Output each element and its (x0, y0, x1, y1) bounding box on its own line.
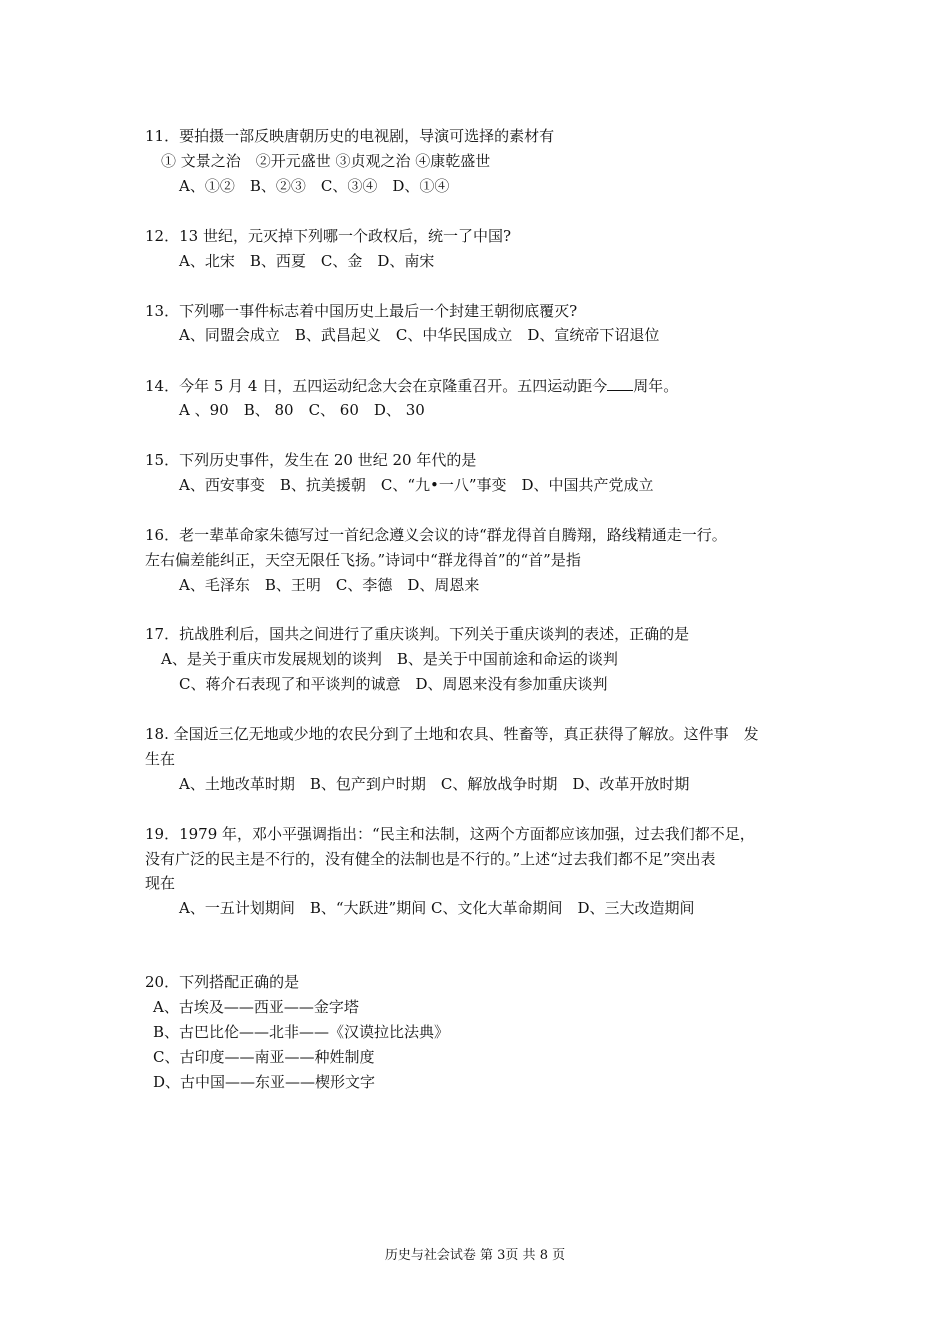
question-13-choices: A、同盟会成立 B、武昌起义 C、中华民国成立 D、宣统帝下诏退位 (179, 326, 660, 344)
question-20-choice-a: A、古埃及——西亚——金字塔 (153, 998, 359, 1016)
question-19-stem-cont: 没有广泛的民主是不行的，没有健全的法制也是不行的。”上述“过去我们都不足”突出表 (145, 850, 716, 868)
question-14-stem-before-blank: 14．今年 5 月 4 日，五四运动纪念大会在京隆重召开。五四运动距今 (145, 377, 608, 395)
question-19-choices: A、一五计划期间 B、“大跃进”期间 C、文化大革命期间 D、三大改造期间 (179, 899, 695, 917)
question-17-stem: 17．抗战胜利后，国共之间进行了重庆谈判。下列关于重庆谈判的表述，正确的是 (145, 625, 690, 643)
question-17-choices-cd: C、蒋介石表现了和平谈判的诚意 D、周恩来没有参加重庆谈判 (179, 675, 608, 693)
question-14-stem-after-blank: 周年。 (633, 377, 679, 395)
question-15-stem: 15．下列历史事件，发生在 20 世纪 20 年代的是 (145, 451, 477, 469)
page-footer: 历史与社会试卷 第 3页 共 8 页 (384, 1248, 566, 1263)
question-18-choices: A、土地改革时期 B、包产到户时期 C、解放战争时期 D、改革开放时期 (179, 775, 690, 793)
question-20-choice-d: D、古中国——东亚——楔形文字 (153, 1073, 376, 1091)
question-11-stem: 11．要拍摄一部反映唐朝历史的电视剧，导演可选择的素材有 (145, 127, 555, 145)
question-17-choices-ab: A、是关于重庆市发展规划的谈判 B、是关于中国前途和命运的谈判 (161, 650, 618, 668)
question-18-stem-cont: 生在 (145, 750, 176, 768)
question-11-options-list: ① 文景之治 ②开元盛世 ③贞观之治 ④康乾盛世 (161, 152, 491, 170)
question-11-choices: A、①② B、②③ C、③④ D、①④ (179, 177, 450, 195)
question-14-stem (145, 375, 678, 396)
question-15-choices: A、西安事变 B、抗美援朝 C、“九•一八”事变 D、中国共产党成立 (179, 476, 654, 494)
question-12-stem: 12．13 世纪，元灭掉下列哪一个政权后，统一了中国? (145, 227, 511, 245)
question-20-choice-b: B、古巴比伦——北非——《汉谟拉比法典》 (153, 1023, 450, 1041)
question-16-stem: 16．老一辈革命家朱德写过一首纪念遵义会议的诗“群龙得首自腾翔，路线精通走一行。 (145, 526, 727, 544)
question-16-stem-cont: 左右偏差能纠正，天空无限任飞扬。”诗词中“群龙得首”的“首”是指 (145, 551, 581, 569)
question-13-stem: 13．下列哪一事件标志着中国历史上最后一个封建王朝彻底覆灭? (145, 302, 578, 320)
question-19-stem-cont2: 现在 (145, 874, 176, 892)
question-19-stem: 19．1979 年，邓小平强调指出：“民主和法制，这两个方面都应该加强，过去我们都不足， (145, 825, 755, 843)
question-20-choice-c: C、古印度——南亚——种姓制度 (153, 1048, 375, 1066)
question-20-stem: 20．下列搭配正确的是 (145, 973, 300, 991)
question-12-choices: A、北宋 B、西夏 C、金 D、南宋 (179, 252, 435, 270)
question-16-choices: A、毛泽东 B、王明 C、李德 D、周恩来 (179, 576, 480, 594)
question-14-choices: A 、90 B、 80 C、 60 D、 30 (179, 401, 425, 419)
question-18-stem: 18. 全国近三亿无地或少地的农民分到了土地和农具、牲畜等，真正获得了解放。这件事 发 (145, 725, 759, 743)
answer-blank (607, 375, 633, 391)
